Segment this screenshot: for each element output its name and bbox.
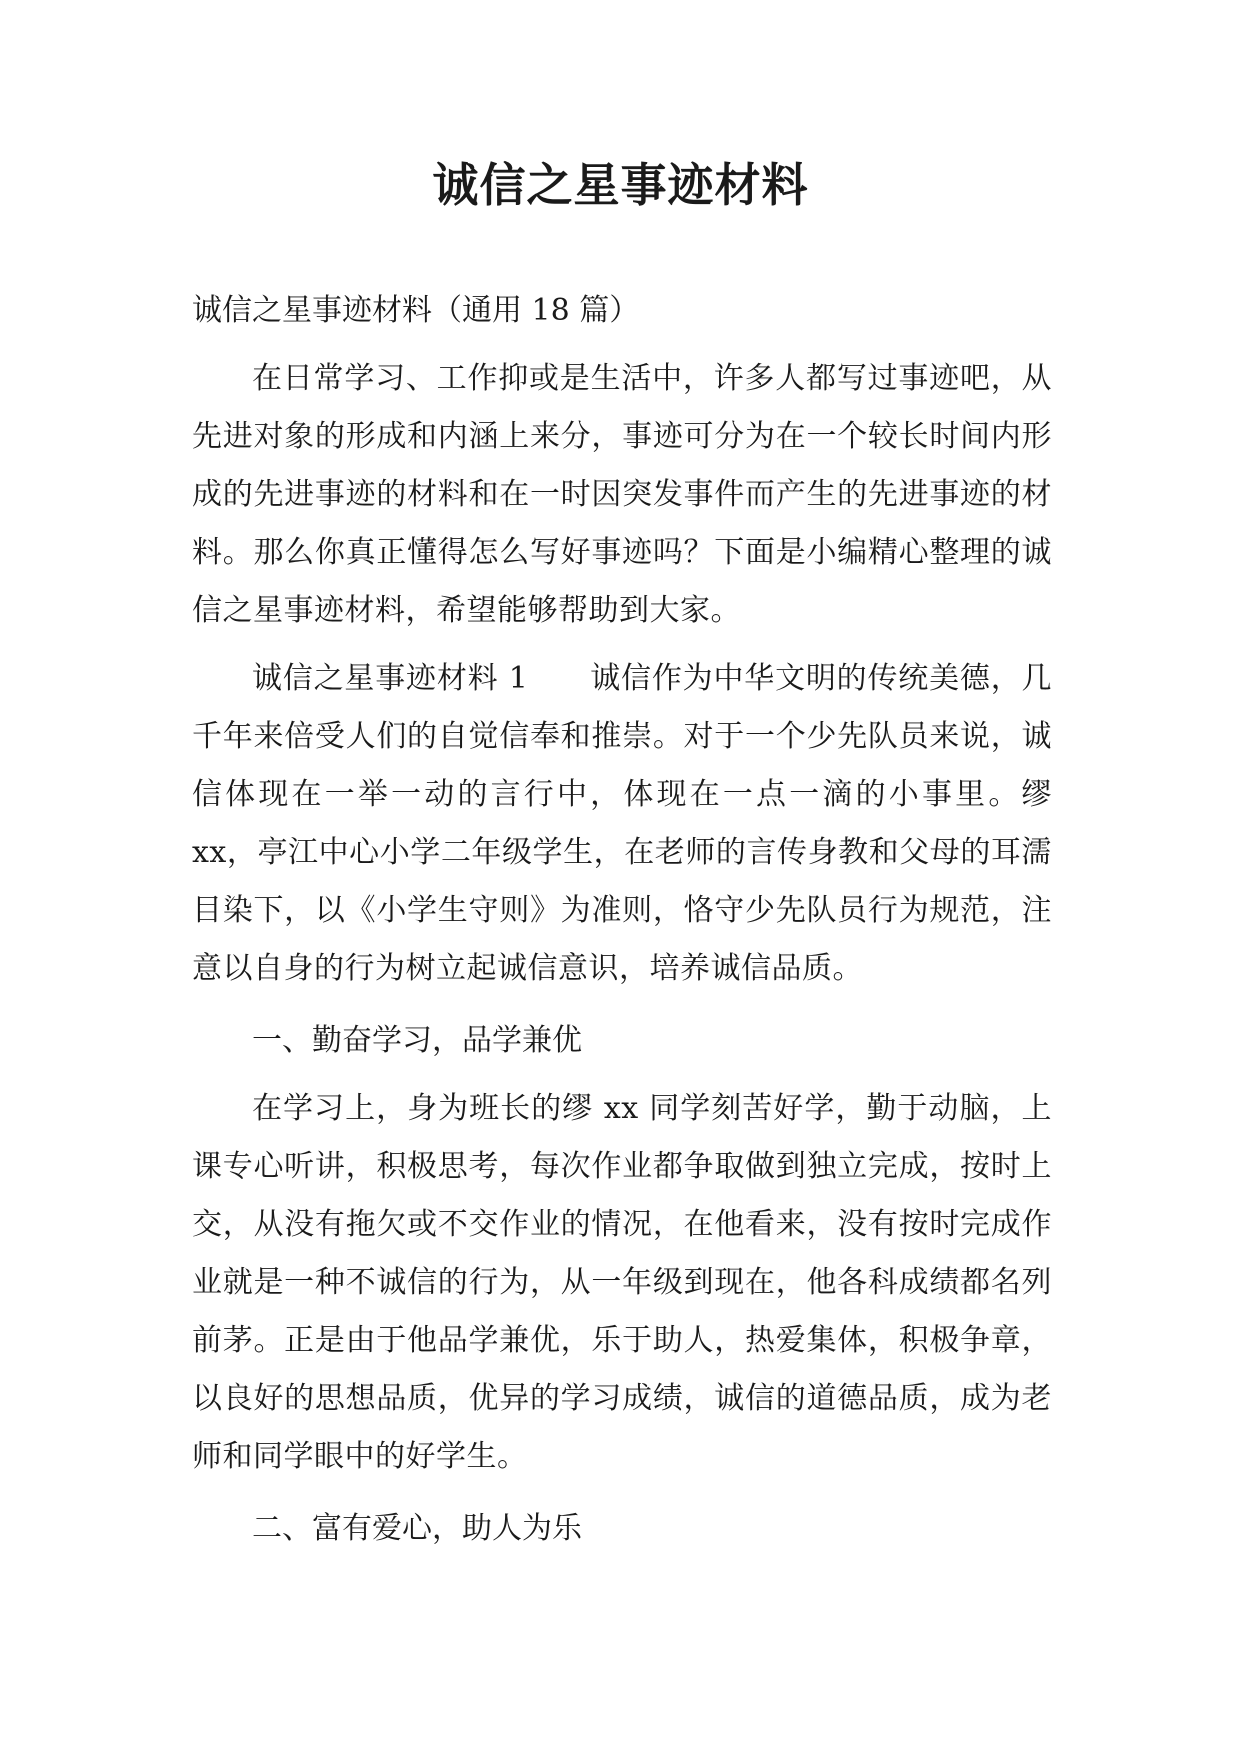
section-1-heading: 一、勤奋学习，品学兼优	[252, 1023, 582, 1058]
document-title: 诚信之星事迹材料	[432, 158, 809, 212]
document-subtitle: 诚信之星事迹材料（通用 18 篇）	[192, 293, 640, 328]
article-1-paragraph: 诚信之星事迹材料 1 诚信作为中华文明的传统美德，几千年来倍受人们的自觉信奉和推崇。对于一个少先队员来说，诚信体现在一举一动的言行中，体现在一点一滴的小事里。缪 xx，亭江中心小学二年级学生，在老师的言传身教和父母的耳濡目染下，以《小学生守则》为准则，恪守少先队员行为规范，注意以自身的行为树立起诚信意识，培养诚信品质。	[192, 661, 1052, 986]
section-1-paragraph: 在学习上，身为班长的缪 xx 同学刻苦好学，勤于动脑，上课专心听讲，积极思考，每次作业都争取做到独立完成，按时上交，从没有拖欠或不交作业的情况，在他看来，没有按时完成作业就是一种不诚信的行为，从一年级到现在，他各科成绩都名列前茅。正是由于他品学兼优，乐于助人，热爱集体，积极争章，以良好的思想品质，优异的学习成绩，诚信的道德品质，成为老师和同学眼中的好学生。	[192, 1091, 1052, 1474]
intro-paragraph: 在日常学习、工作抑或是生活中，许多人都写过事迹吧，从先进对象的形成和内涵上来分，事迹可分为在一个较长时间内形成的先进事迹的材料和在一时因突发事件而产生的先进事迹的材料。那么你真正懂得怎么写好事迹吗？下面是小编精心整理的诚信之星事迹材料，希望能够帮助到大家。	[192, 361, 1052, 628]
section-2-heading: 二、富有爱心，助人为乐	[252, 1511, 582, 1546]
document-body	[192, 282, 1052, 1558]
